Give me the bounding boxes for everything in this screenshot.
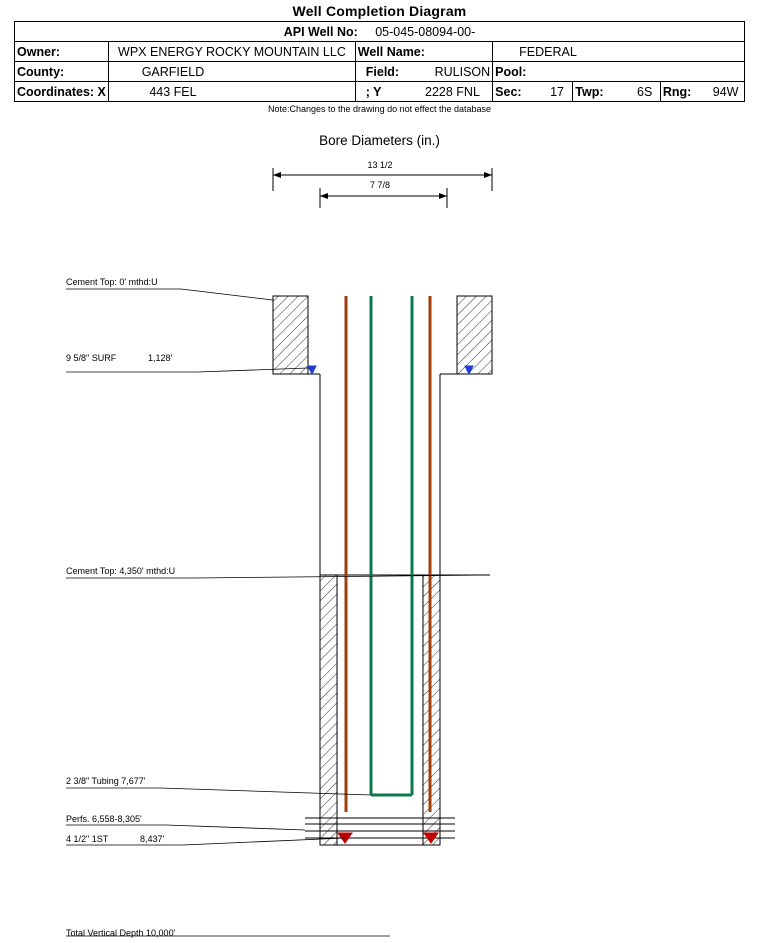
annotation-perfs: Perfs. 6,558-8,305' xyxy=(66,814,142,824)
owner-label: Owner: xyxy=(15,42,109,62)
sec-value: 17 xyxy=(550,84,564,99)
well-name-value: FEDERAL xyxy=(493,42,745,62)
twp-label: Twp: xyxy=(575,84,604,99)
bore-diameters-title: Bore Diameters (in.) xyxy=(319,133,440,148)
pool-label: Pool: xyxy=(495,64,527,79)
annotation-production-casing: 4 1/2" 1ST xyxy=(66,834,109,844)
database-note: Note:Changes to the drawing do not effect the database xyxy=(268,104,491,114)
surface-casing-shoe xyxy=(308,366,473,374)
coordinates-x-value: 443 FEL xyxy=(109,82,356,102)
well-name-label: Well Name: xyxy=(355,42,492,62)
outer-bore-diameter-label: 13 1/2 xyxy=(367,160,393,170)
county-value: GARFIELD xyxy=(109,62,356,82)
coordinates-y-value: 2228 FNL xyxy=(425,84,480,99)
owner-value: WPX ENERGY ROCKY MOUNTAIN LLC xyxy=(109,42,356,62)
page-title: Well Completion Diagram xyxy=(292,3,467,19)
rng-value: 94W xyxy=(712,84,739,99)
surface-cement-annulus xyxy=(273,296,492,374)
inner-bore-diameter-label: 7 7/8 xyxy=(369,180,391,190)
sec-label: Sec: xyxy=(495,84,522,99)
wellbore-walls xyxy=(273,296,492,845)
annotation-production-casing-depth: 8,437' xyxy=(140,834,165,844)
coordinates-label: Coordinates: X xyxy=(15,82,109,102)
annotation-total-depth: Total Vertical Depth 10,000' xyxy=(66,928,176,938)
field-value: RULISON xyxy=(434,64,491,79)
api-well-no-value: 05-045-08094-00- xyxy=(375,24,476,39)
annotation-cement-top-surface: Cement Top: 0' mthd:U xyxy=(66,277,158,287)
dimension-arrows xyxy=(273,168,492,208)
annotation-cement-top-production: Cement Top: 4,350' mthd:U xyxy=(66,566,176,576)
production-casing-string xyxy=(346,296,430,812)
tubing-string xyxy=(371,296,412,795)
coordinates-y-label: ; Y xyxy=(365,84,382,99)
twp-value: 6S xyxy=(637,84,653,99)
annotation-surface-casing-depth: 1,128' xyxy=(148,353,173,363)
annotation-tubing: 2 3/8" Tubing 7,677' xyxy=(66,776,146,786)
county-label: County: xyxy=(15,62,109,82)
field-label: Field: xyxy=(365,64,400,79)
rng-label: Rng: xyxy=(662,84,692,99)
api-well-no-label: API Well No: xyxy=(283,24,358,39)
annotation-surface-casing: 9 5/8" SURF xyxy=(66,353,117,363)
